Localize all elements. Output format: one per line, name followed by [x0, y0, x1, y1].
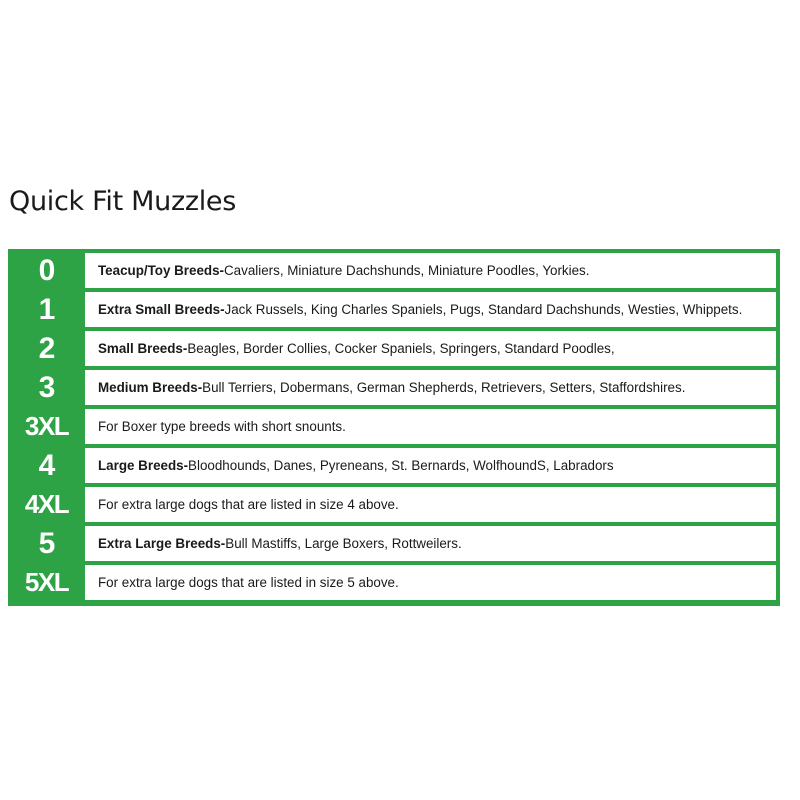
breed-category: Medium Breeds- — [98, 380, 203, 395]
breed-list: Bull Terriers, Dobermans, German Shepherds, Retrievers, Setters, Staffordshires. — [202, 380, 686, 395]
breed-description — [85, 526, 776, 561]
page-title: Quick Fit Muzzles — [9, 186, 236, 217]
breed-list: Cavaliers, Miniature Dachshunds, Miniature Poodles, Yorkies. — [224, 263, 590, 278]
breed-description — [85, 448, 776, 483]
table-row — [8, 292, 780, 327]
breed-description — [85, 409, 776, 444]
table-row — [8, 448, 780, 483]
breed-list: Jack Russels, King Charles Spaniels, Pugs, Standard Dachshunds, Westies, Whippets. — [224, 302, 743, 317]
size-label: 3 — [38, 370, 55, 404]
breed-category: Extra Large Breeds- — [98, 536, 226, 551]
breed-list: Bull Mastiffs, Large Boxers, Rottweilers. — [225, 536, 462, 551]
table-row — [8, 487, 780, 522]
breed-list: For Boxer type breeds with short snounts. — [98, 419, 346, 434]
size-label: 2 — [38, 331, 55, 365]
breed-description — [85, 253, 776, 288]
size-label: 0 — [38, 253, 55, 287]
breed-list: For extra large dogs that are listed in size 5 above. — [98, 575, 399, 590]
breed-category: Large Breeds- — [98, 458, 189, 473]
breed-list: Bloodhounds, Danes, Pyreneans, St. Bernards, WolfhoundS, Labradors — [188, 458, 614, 473]
table-row — [8, 565, 780, 600]
size-label: 4XL — [24, 489, 69, 519]
table-row — [8, 526, 780, 561]
breed-description — [85, 370, 776, 405]
size-chart-table — [8, 249, 780, 606]
breed-category: Small Breeds- — [98, 341, 188, 356]
table-row — [8, 253, 780, 288]
breed-description — [85, 331, 776, 366]
table-row — [8, 409, 780, 444]
size-label: 3XL — [24, 411, 69, 441]
size-label: 5 — [38, 526, 55, 560]
size-label: 4 — [38, 448, 55, 482]
table-row — [8, 331, 780, 366]
breed-list: For extra large dogs that are listed in size 4 above. — [98, 497, 399, 512]
size-label: 5XL — [24, 567, 69, 597]
breed-category: Teacup/Toy Breeds- — [98, 263, 225, 278]
table-row — [8, 370, 780, 405]
breed-category: Extra Small Breeds- — [98, 302, 225, 317]
size-label: 1 — [38, 292, 55, 326]
breed-description — [85, 292, 776, 327]
breed-description — [85, 487, 776, 522]
breed-description — [85, 565, 776, 600]
breed-list: Beagles, Border Collies, Cocker Spaniels, Springers, Standard Poodles, — [187, 341, 615, 356]
